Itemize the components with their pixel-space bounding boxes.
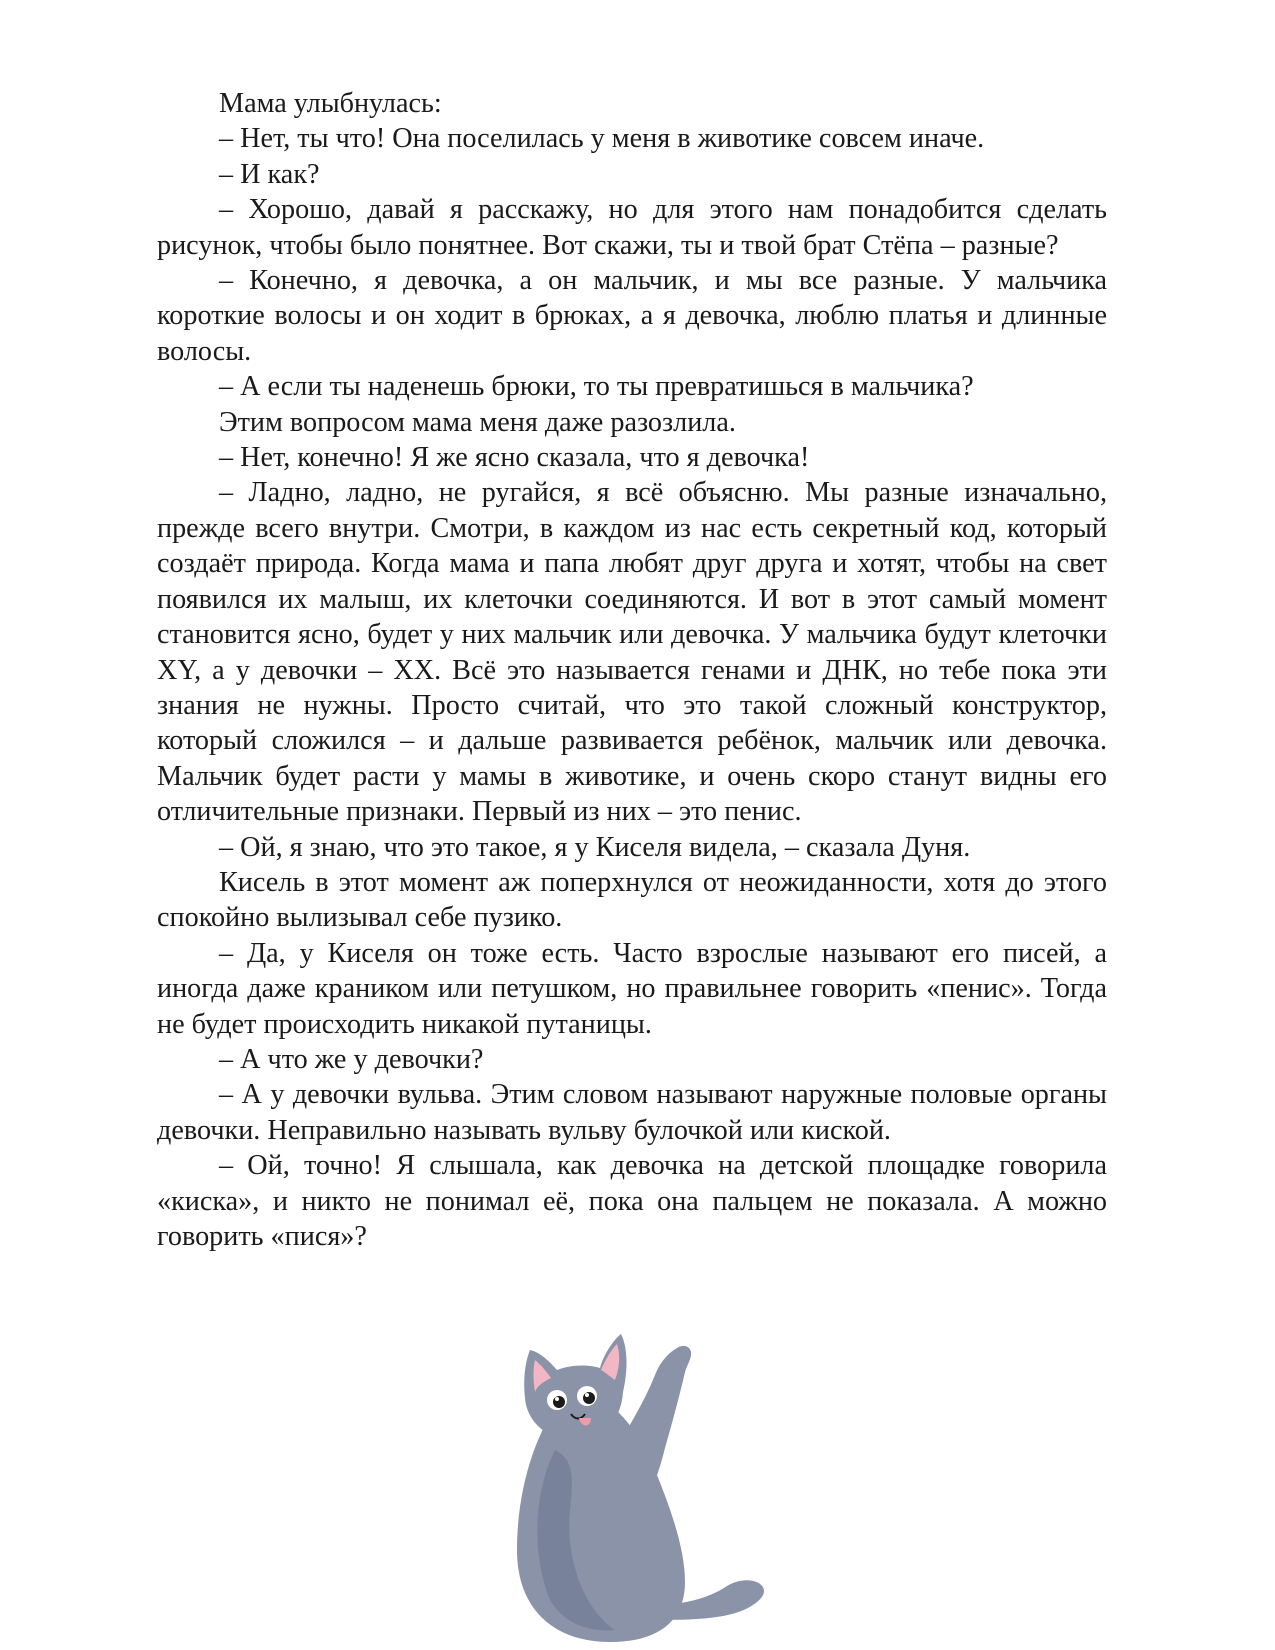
cat-illustration-icon: [495, 1320, 785, 1650]
paragraph-3: – И как?: [219, 158, 320, 190]
paragraph-9: – Ладно, ладно, не ругайся, я всё объясню. Мы разные изначально, прежде всего внутри. Смотри, в каждом из нас есть секретный код, который создаёт природа. Когда мама и папа любят друг друга и хотят, чтобы на свет появился их малыш, их клеточки соединяются. И вот в этот самый момент становится ясно, будет у них мальчик или девочка. У мальчика будут клеточки XY, а у девочки – XX. Всё это называется генами и ДНК, но тебе пока эти знания не нужны. Просто считай, что это такой сложный конструктор, который сложился – и дальше развивается ребёнок, мальчик или девочка. Мальчик будет расти у мамы в животике, и очень скоро станут видны его отличительные признаки. Первый из них – это пенис.: [157, 477, 1107, 828]
paragraph-10: – Ой, я знаю, что это такое, я у Киселя видела, – сказала Дуня.: [219, 831, 971, 863]
paragraph-4: – Хорошо, давай я расскажу, но для этого нам понадобится сделать рисунок, чтобы было понятнее. Вот скажи, ты и твой брат Стёпа – разные?: [157, 194, 1107, 261]
paragraph-13: – А что же у девочки?: [219, 1043, 484, 1075]
paragraph-8: – Нет, конечно! Я же ясно сказала, что я девочка!: [219, 442, 810, 474]
paragraph-5: – Конечно, я девочка, а он мальчик, и мы все разные. У мальчика короткие волосы и он ходит в брюках, а я девочка, люблю платья и длинные волосы.: [157, 265, 1107, 367]
paragraph-7: Этим вопросом мама меня даже разозлила.: [219, 406, 736, 438]
paragraph-14: – А у девочки вульва. Этим словом называют наружные половые органы девочки. Неправильно называть вульву булочкой или киской.: [157, 1079, 1107, 1146]
paragraph-11: Кисель в этот момент аж поперхнулся от неожиданности, хотя до этого спокойно вылизывал себе пузико.: [157, 866, 1107, 934]
story-text: [157, 86, 1107, 1254]
paragraph-12: – Да, у Киселя он тоже есть. Часто взрослые называют его писей, а иногда даже краником или петушком, но правильнее говорить «пенис». Тогда не будет происходить никакой путаницы.: [157, 937, 1107, 1040]
paragraph-1: Мама улыбнулась:: [219, 88, 442, 119]
paragraph-6: – А если ты наденешь брюки, то ты превратишься в мальчика?: [219, 371, 974, 403]
paragraph-2: – Нет, ты что! Она поселилась у меня в животике совсем иначе.: [219, 123, 985, 155]
paragraph-15: – Ой, точно! Я слышала, как девочка на детской площадке говорила «киска», и никто не понимал её, пока она пальцем не показала. А можно говорить «пися»?: [157, 1150, 1107, 1252]
